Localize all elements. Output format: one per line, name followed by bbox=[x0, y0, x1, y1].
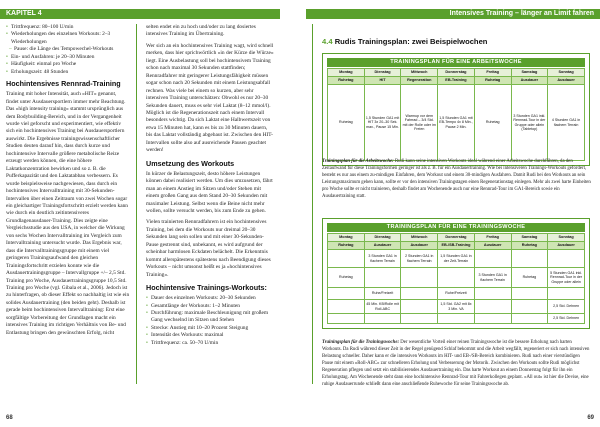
schedule-cell bbox=[328, 314, 365, 324]
plan-caption bbox=[322, 339, 592, 388]
schedule-row bbox=[328, 85, 585, 161]
list-item: • Dauer des einzelnen Workouts: 20–30 Sekunden bbox=[146, 295, 274, 302]
day-cell: Montag bbox=[328, 234, 365, 242]
caption-label: Trainingsplan für die Arbeitswoche: bbox=[322, 159, 394, 164]
list-item: • Intensität des Workouts: maximal bbox=[146, 332, 274, 339]
day-cell: Samstag bbox=[511, 69, 548, 77]
list-item: • Ein- und Ausfahren: je 20–30 Minuten bbox=[6, 54, 130, 61]
list-item: • Trittfrequenz: ca. 50–70 U/min bbox=[146, 340, 274, 347]
day-cell: Sonntag bbox=[548, 234, 585, 242]
schedule-cell: Ruhetag bbox=[474, 85, 511, 161]
day-cell: Samstag bbox=[511, 234, 548, 242]
schedule-cell bbox=[511, 288, 548, 300]
type-cell: EB-Training bbox=[438, 77, 475, 85]
plan-table bbox=[327, 233, 585, 324]
schedule-cell bbox=[328, 288, 365, 300]
type-cell: Ausdauer bbox=[364, 242, 401, 250]
type-cell: Regeneration bbox=[401, 77, 438, 85]
schedule-cell bbox=[328, 250, 365, 268]
schedule-cell bbox=[548, 288, 585, 300]
type-row bbox=[328, 242, 585, 250]
schedule-cell bbox=[401, 300, 438, 314]
section-heading: Umsetzung des Workouts bbox=[146, 158, 235, 168]
type-cell: Ruhetag bbox=[328, 242, 365, 250]
schedule-cell: Ruhetag bbox=[328, 85, 365, 161]
right-page bbox=[300, 0, 600, 427]
type-cell: HIT bbox=[364, 77, 401, 85]
intro-list bbox=[6, 24, 130, 76]
page-number: 69 bbox=[587, 415, 594, 421]
day-cell: Mittwoch bbox=[401, 234, 438, 242]
type-cell: Ruhetag bbox=[474, 77, 511, 85]
box-title-text: Rudis Trainingsplan: zwei Beispielwochen bbox=[334, 37, 488, 46]
running-header-bar bbox=[306, 9, 600, 19]
caption-text: Rudi kann seine intensiven Workouts ideal während einer Arbeitswoche durchführen, da den Zeitaufwand für diese Trainingsformen geringer ist als z. B. für ein Ausdauertraining. Wie bei intensiveren Trainings-Workouts gefordert, besteht es nur aus einem zu-mindigen Einfahren, dem Workout und einem 30-mindigen Ausfahren. Damit Rudi bei den Workouts an sein Leistungsmaximum gehen kann, sollte er vor den intensiven Trainingstagen einen Regenerationstag einlegen. Mehr als zwei harte Einheiten pro Woche sollte er nicht trainieren, deshalb findet am Wochenende auch nur eine Rennrad-Tour im GA1-Bereich sowie ein Ausdauertraining statt. bbox=[322, 159, 591, 199]
schedule-cell: 1,5 Std. GA2 mit 8x 3 Min. VA bbox=[438, 300, 475, 314]
schedule-cell: 1,5 Stunden GA1 in der Zeit-Terrain bbox=[438, 250, 475, 268]
type-cell: Ausdauer bbox=[548, 77, 585, 85]
schedule-cell: Ruhe/Freizeit bbox=[438, 288, 475, 300]
body-paragraph: Vielen trainierten Rennradfahrern ist ein hochintensives Training, bei dem die Workouts nur dreimal 20–30 Sekunden lang sein sollen und mit einer 30-Sekunden-Pause gestrennt sind, unbekannt, es wird aufgrund der scheinbar harmlosen Eckdaten belächelt. Die Erkenntnis kommt allerspätestens spätestens nach Beendigung dieses Workouts – nicht umsonst heißt es ja »hochintensives Training«. bbox=[146, 219, 271, 278]
running-title: Intensives Training – länger an Limit fahren bbox=[449, 10, 594, 17]
type-cell: EB-/SB-Training bbox=[438, 242, 475, 250]
schedule-cell bbox=[401, 288, 438, 300]
chapter-header-bar bbox=[0, 9, 280, 19]
chapter-label: KAPITEL 4 bbox=[6, 10, 42, 17]
list-item: • Strecke: Anstieg mit 10–20 Prozent Steigung bbox=[146, 325, 274, 332]
day-row bbox=[328, 234, 585, 242]
list-item: • Durchführung: maximale Beschleunigung mit großem Gang wechselnd im Sitzen und Stehen bbox=[146, 310, 274, 325]
schedule-cell: 5 Stunden GA1 inkl. Rennrad-Tour in der Gruppe oder allein bbox=[548, 268, 585, 288]
left-column-2 bbox=[146, 24, 274, 347]
schedule-cell bbox=[328, 300, 365, 314]
plan-table bbox=[327, 68, 585, 161]
schedule-cell: 2,5 Std. Dehnen bbox=[548, 300, 585, 314]
schedule-cell bbox=[401, 314, 438, 324]
schedule-cell: Ruhe/Freizeit bbox=[364, 288, 401, 300]
type-row bbox=[328, 77, 585, 85]
list-item: • Häufigkeit: einmal pro Woche bbox=[6, 61, 130, 68]
schedule-cell bbox=[548, 250, 585, 268]
day-cell: Mittwoch bbox=[401, 69, 438, 77]
plan-caption bbox=[322, 158, 592, 200]
column-divider bbox=[136, 24, 137, 384]
type-cell: Ruhetag bbox=[328, 77, 365, 85]
plan-title-bar: TRAININGSPLAN FÜR EINE ARBEITSWOCHE bbox=[327, 58, 585, 67]
caption-label: Trainingsplan für die Trainingswoche: bbox=[322, 340, 400, 345]
box-number: 4.4 bbox=[322, 37, 333, 46]
schedule-row bbox=[328, 250, 585, 268]
day-cell: Sonntag bbox=[548, 69, 585, 77]
type-cell: Ruhetag bbox=[511, 242, 548, 250]
schedule-cell bbox=[474, 314, 511, 324]
schedule-cell bbox=[474, 288, 511, 300]
day-row bbox=[328, 69, 585, 77]
day-cell: Donnerstag bbox=[438, 69, 475, 77]
schedule-cell bbox=[364, 268, 401, 288]
list-item: • Trittfrequenz: 80–100 U/min bbox=[6, 24, 130, 31]
body-paragraph: Wer sich an ein hochintensives Training wagt, wird schnell merken, dass hier sprichwörtlich »in der Kürze die Würze« liegt. Eine Ausbelastung soll bei hochintensivem Training schon nach maximal 30 Sekunden stattfinden; Rennradfahrer mit geringerer Leistungsfähigkeit müssen sogar schon nach 20 Sekunden mit einem Leistungsabfall rechnen. Was viele bei einem so kurzen, aber sehr intensiven Training unterschätzen: Obwohl es nur 20–30 Sekunden dauert, muss es sehr viel Laktat (8–12 mmol/l). Möglich ist die Regenerationszeit nach einem Intervall besonders wichtig. Da sich Laktat eine Halbwertszeit von etwa 15 Minuten hat, kann es bis zu 30 Minuten dauern, bis das Laktat vollständig abgebaut ist. Zwischen den HIT-Intervallen sollte also auf ausreichende Pausen geachtet werden! bbox=[146, 42, 274, 154]
page-number: 68 bbox=[6, 415, 13, 421]
schedule-cell: 4 Stunden GA1 in flachem Terrain bbox=[548, 85, 585, 161]
left-column-1 bbox=[6, 24, 130, 341]
body-paragraph: selten endet ein zu hoch und/oder zu lang dosiertes intensives Training im Übertraining. bbox=[146, 24, 256, 38]
type-cell: Ausdauer bbox=[511, 77, 548, 85]
day-cell: Freitag bbox=[474, 69, 511, 77]
plan-title-bar: TRAININGSPLAN FÜR EINE TRAININGSWOCHE bbox=[327, 223, 585, 232]
day-cell: Dienstag bbox=[364, 234, 401, 242]
column-divider bbox=[312, 24, 313, 384]
list-item: – Pause: die Länge des Tempowechel-Workouts bbox=[6, 46, 130, 53]
schedule-cell: Ruhetag bbox=[511, 268, 548, 288]
schedule-cell bbox=[511, 300, 548, 314]
schedule-cell: 2 Stunden GA1 in flachem Terrain bbox=[401, 250, 438, 268]
box-title bbox=[322, 37, 487, 46]
schedule-cell: 3 Stunden GA1 inkl. Rennrad-Tour in der Gruppe oder allein (Tabletop) bbox=[511, 85, 548, 161]
schedule-cell: Warmup vor dem Fahrrad – 3/4 Std. mit der Rolle oder im Freien bbox=[401, 85, 438, 161]
list-item: • Gesamtlänge der Workouts: 1–2 Minuten bbox=[146, 303, 274, 310]
schedule-cell: 2,5 Std. Dehnen bbox=[548, 314, 585, 324]
workout-list bbox=[146, 295, 274, 347]
schedule-cell bbox=[511, 250, 548, 268]
schedule-cell bbox=[474, 250, 511, 268]
schedule-row bbox=[328, 314, 585, 324]
section-heading: Hochintensive Trainings-Workouts: bbox=[146, 283, 267, 293]
schedule-cell: Ruhetag bbox=[328, 268, 365, 288]
schedule-cell bbox=[364, 314, 401, 324]
schedule-cell bbox=[438, 314, 475, 324]
schedule-cell bbox=[401, 268, 438, 288]
section-heading: Hochintensives Rennrad-Training bbox=[6, 79, 121, 89]
list-item: • Wiederholungen des einzelnen Workouts: 2–3 Wiederholungen bbox=[6, 31, 130, 46]
schedule-cell bbox=[511, 314, 548, 324]
schedule-cell: 1,5 Stunden GA1 mit HIT 3x 20–30 Sek. max., Pause 15 Min. bbox=[364, 85, 401, 161]
caption-text: Der wesentliche Vorteil einer reinen Trainingswoche ist die bessere Erholung nach harten Workouts. Da Rudi während dieser Zeit in der Regel genügend Schlaf bekommt und die Arbeit wegfällt, regeneriert er sich nach intensiven Belastung schneller. Daher kann er die intensiven Workouts im HIT- und EB-/SB-Bereich kombinieren. Rudi nach einer vierstündigen Pause mit einem »Roll-ABC« zur schnelleren Erholung und Verbesserung der Motorik. Zwischen den Workouts sollte Rudi möglichst Regeneration pflegen und setzt ein stabilisierendes Ausdauertraining ein. Das harte Workout an einem Donnerstag folgt für ihn ein Erholungstag. Am Wochenende steht dann eine hochintensive Rennrad-Tour mit Fahrerkollegen geplant. »All out« ist hier die Devise, eine ruhige Ausdauerrunde schließt dann eine anschließende Ruhewoche für seine Trainingswoche ab. bbox=[322, 340, 590, 387]
schedule-row bbox=[328, 288, 585, 300]
schedule-cell: 45 Min. KB/Rolle mit RolI-ABC bbox=[364, 300, 401, 314]
day-cell: Dienstag bbox=[364, 69, 401, 77]
schedule-cell: 1,5 Stunden GA1 mit EB-Tempo 4x 8 Min., Pause 2 Min. bbox=[438, 85, 475, 161]
type-cell: Ausdauer bbox=[474, 242, 511, 250]
plan-training-week bbox=[322, 218, 590, 329]
schedule-cell: 3 Stunden GA1 in flachem Terrain bbox=[364, 250, 401, 268]
body-paragraph: Training mit hoher Intensität, auch »HIT« genannt, findet unter Ausdauersportlern immer mehr Beachtung. Das »high intensity training« stammt ursprünglich aus dem Bodybuilding-Bereich, und in der Vergangenheit wurde viel geforscht und experimentiert, wie effektiv sich ein hochintensives Training bei Ausdauersportlern auswirkt. Die Ergebnisse trainingswissenschaftlicher Studien deuten darauf hin, dass durch kurze und hochintensive Intervalle größere metabolische Reize erzeugt werden können, die eine höhere Laktatkonzentration bewirken und so z. B. die Pufferkapazität und den Laktatabbau verbessern. Es wurde beispielsweise nachgewiesen, dass durch ein hochintensives Intervalltraining mit 30-Sekunden-Intervallen über einen Zeitraum von zwei Wochen sogar ein gleichartiger Trainingsfortschritt erzielt werden kann wie durch ein deutlich zeitintensiveres Grundlagenausdauer-Training. Dies zeigte eine Vergleichsstudie aus den USA, in welcher die Wirkung von sechs Wochen Intervalltraining im Vergleich zum Intervalltraining untersucht wurde. Das Ergebnis war, dass die Intervalltrainingsgruppe mit einem viel geringeren Trainingsaufwand den gleichen Trainingsfortschritt erzielen konnte wie die Ausdauertrainingsgruppe – Intervallgruppe +/– 2,5 Std. Training pro Woche, Ausdauertrainingsgruppe 10,5 Std. Training pro Woche (vgl. Gibala et al., 2006). Jedoch ist zu hinterfragen, ob dieser Effekt so nachhaltig ist wie ein solides Ausdauertraining (den beiden geht). Deshalb ist gerade beim hochintensiven Intervalltraining: Erst eine sorgfältige Vorbereitung der Grundlagen macht ein intensives Training im richtigen Verhältnis von Be- und Entlastung bringen den gewünschten Erfolg, nicht bbox=[6, 91, 130, 336]
schedule-cell bbox=[438, 268, 475, 288]
type-cell: Ausdauer bbox=[548, 242, 585, 250]
schedule-cell bbox=[474, 300, 511, 314]
schedule-cell: 3 Stunden GA1 in flachem Terrain bbox=[474, 268, 511, 288]
day-cell: Freitag bbox=[474, 234, 511, 242]
type-cell: Ausdauer bbox=[401, 242, 438, 250]
schedule-row bbox=[328, 300, 585, 314]
day-cell: Montag bbox=[328, 69, 365, 77]
day-cell: Donnerstag bbox=[438, 234, 475, 242]
body-paragraph: In kürzer de Belastungszeit, desto höhere Leistungen können dabei realisiert werden. Um dies umzusetzen, fährt man an einem Anstieg im Sitzen und/oder Stehen mit einem großen Gang aus dem Stand 20–30 Sekunden mit maximaler Leistung. Selbst wenn die Beine nicht mehr wollen, sollte versucht werden, bis zum Ende zu gehen. bbox=[146, 170, 273, 214]
plan-work-week bbox=[322, 53, 590, 166]
schedule-row bbox=[328, 268, 585, 288]
list-item: • Erholungszeit: 48 Stunden bbox=[6, 69, 130, 76]
